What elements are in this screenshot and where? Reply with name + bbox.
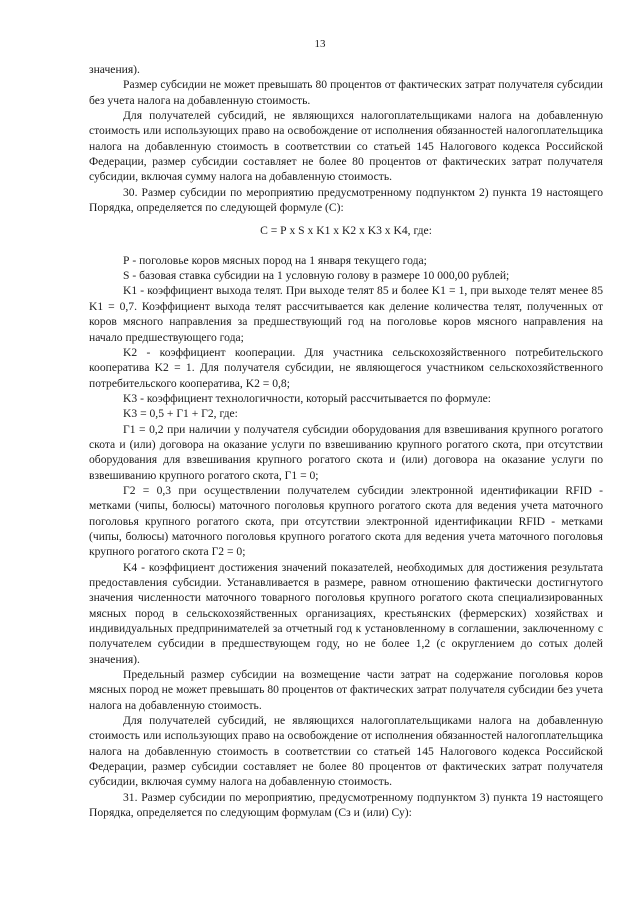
paragraph: Для получателей субсидий, не являющихся налогоплательщиками налога на добавленную стоимость или использующих право на освобождение от исполнения обязанностей налогоплательщика налога на добавленную стоимость в соответствии со статьей 145 Налогового кодекса Российской Федерации, размер субсидии составляет не более 80 процентов от фактических затрат получателя субсидии, включая сумму налога на добавленную стоимость. xyxy=(89,109,603,184)
paragraph: значения). xyxy=(89,63,140,76)
paragraph: K3 - коэффициент технологичности, который рассчитывается по формуле: xyxy=(123,391,491,405)
paragraph: S - базовая ставка субсидии на 1 условную голову в размере 10 000,00 рублей; xyxy=(123,269,510,283)
paragraph: Предельный размер субсидии на возмещение части затрат на содержание поголовья коров мясных пород не может превышать 80 процентов от фактических затрат получателя субсидии без учета налога на добавленную стоимость. xyxy=(89,668,603,712)
paragraph: Г2 = 0,3 при осуществлении получателем субсидии электронной идентификации RFID - метками (чипы, болюсы) маточного поголовья крупного рогатого скота для ведения учета маточного поголовья крупного рогатого скота, при отсутствии электронной идентификации RFID - метками (чипы, болюсы) маточного поголовья крупного рогатого скота для ведения учета маточного поголовья крупного рогатого скота Г2 = 0; xyxy=(89,483,603,559)
formula: С = Р x S x K1 x K2 x K3 x K4, где: xyxy=(260,224,432,238)
paragraph: Размер субсидии не может превышать 80 процентов от фактических затрат получателя субсидии без учета налога на добавленную стоимость. xyxy=(89,78,603,107)
paragraph: K3 = 0,5 + Г1 + Г2, где: xyxy=(123,407,238,421)
page-number: 13 xyxy=(314,38,326,50)
paragraph: K2 - коэффициент кооперации. Для участника сельскохозяйственного потребительского кооператива K2 = 1. Для получателя субсидии, не являющегося участником сельскохозяйственного потребительского кооператива, K2 = 0,8; xyxy=(89,345,603,390)
paragraph: 31. Размер субсидии по мероприятию, предусмотренному подпунктом 3) пункта 19 настоящего Порядка, определяется по следующим формулам (Сз и (или) Су): xyxy=(89,790,603,820)
paragraph: K1 - коэффициент выхода телят. При выходе телят 85 и более K1 = 1, при выходе телят менее 85 K1 = 0,7. Коэффициент выхода телят рассчитывается как деление количества телят, полученных от коров мясного направления за предшествующий год на поголовье коров мясного направления на начало предшествующего года; xyxy=(89,284,603,344)
paragraph: Для получателей субсидий, не являющихся налогоплательщиками налога на добавленную стоимость или использующих право на освобождение от исполнения обязанностей налогоплательщика налога на добавленную стоимость в соответствии со статьей 145 Налогового кодекса Российской Федерации, размер субсидии составляет не более 80 процентов от фактических затрат получателя субсидии, включая сумму налога на добавленную стоимость. xyxy=(89,714,603,789)
paragraph: Р - поголовье коров мясных пород на 1 января текущего года; xyxy=(123,253,427,267)
paragraph: Г1 = 0,2 при наличии у получателя субсидии оборудования для взвешивания крупного рогатого скота и (или) договора на оказание услуги по взвешиванию крупного рогатого скота, при отсутствии оборудования для взвешивания крупного рогатого скота и (или) договора на оказание услуги по взвешиванию крупного рогатого скота, Г1 = 0; xyxy=(89,422,603,482)
paragraph: 30. Размер субсидии по мероприятию предусмотренному подпунктом 2) пункта 19 настоящего Порядка, определяется по следующей формуле (С): xyxy=(89,185,603,215)
paragraph: K4 - коэффициент достижения значений показателей, необходимых для достижения результата предоставления субсидии. Устанавливается в размере, равном отношению фактически достигнутого значения численности маточного товарного поголовья крупного рогатого скота специализированных мясных пород в сельскохозяйственных организациях, крестьянских (фермерских) хозяйствах и индивидуальных предпринимателей за отчетный год к установленному в соглашении, заключенному с получателем субсидии в предшествующем году, но не более 1,2 (с округлением до сотых долей значения). xyxy=(89,560,603,666)
document-body xyxy=(89,62,603,821)
